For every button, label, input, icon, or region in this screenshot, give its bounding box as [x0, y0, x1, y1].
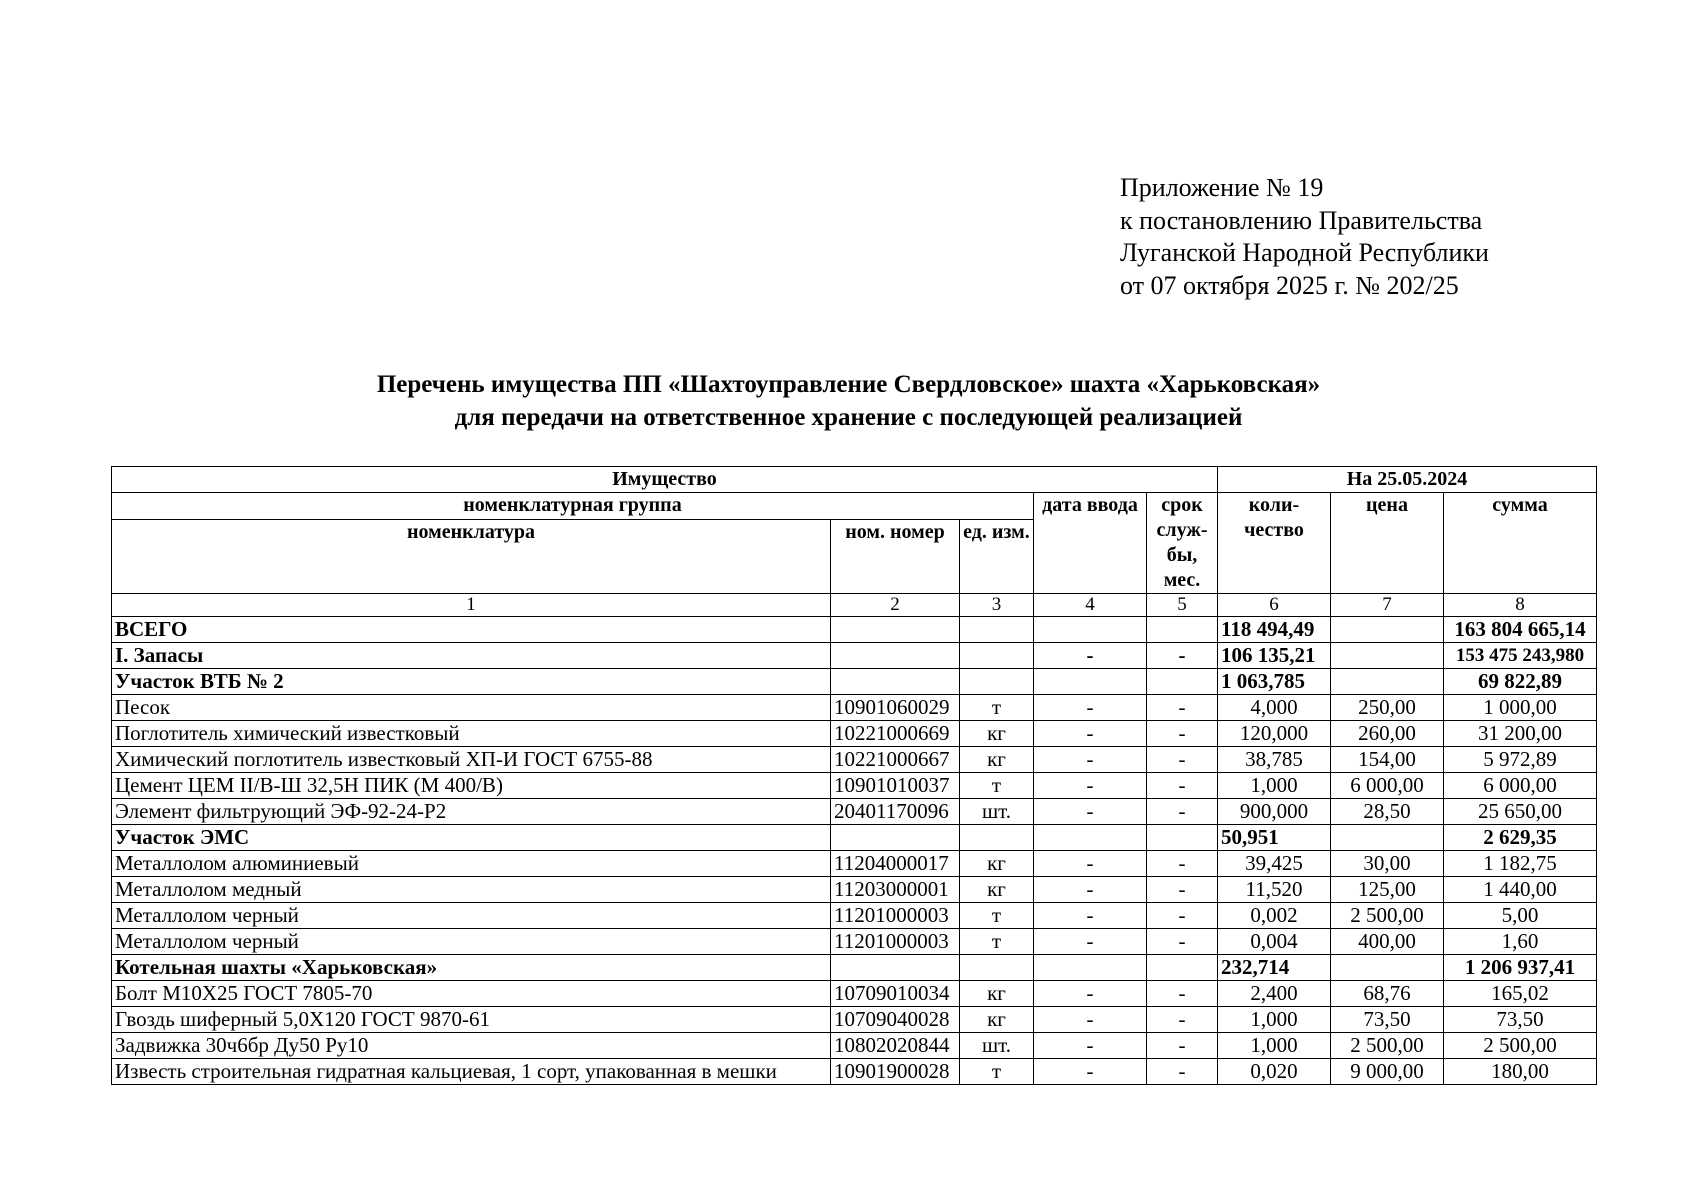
cell-service-life — [1147, 669, 1218, 695]
cell-unit: кг — [960, 1007, 1034, 1033]
cell-date-in: - — [1034, 1007, 1147, 1033]
cell-nom-number: 10901060029 — [831, 695, 960, 721]
table-row — [112, 903, 1597, 929]
header-nomenclature: номенклатура — [112, 519, 831, 593]
table-row — [112, 1007, 1597, 1033]
document-title — [0, 368, 1697, 434]
table-row — [112, 799, 1597, 825]
cell-service-life: - — [1147, 903, 1218, 929]
table-row — [112, 1033, 1597, 1059]
header-service-life: срок служ- бы, мес. — [1147, 493, 1218, 594]
cell-nom-number: 10709040028 — [831, 1007, 960, 1033]
table-section-row — [112, 955, 1597, 981]
table-section-row — [112, 643, 1597, 669]
cell-nom-number: 10221000669 — [831, 721, 960, 747]
cell-sum: 1,60 — [1444, 929, 1597, 955]
cell-quantity: 1 063,785 — [1218, 669, 1331, 695]
cell-nom-number: 10901010037 — [831, 773, 960, 799]
cell-date-in: - — [1034, 1033, 1147, 1059]
cell-quantity: 4,000 — [1218, 695, 1331, 721]
header-price: цена — [1331, 493, 1444, 594]
cell-price — [1331, 955, 1444, 981]
cell-price: 400,00 — [1331, 929, 1444, 955]
cell-name: Участок ЭМС — [112, 825, 831, 851]
col-number: 8 — [1444, 594, 1597, 617]
cell-service-life — [1147, 955, 1218, 981]
cell-nom-number: 20401170096 — [831, 799, 960, 825]
cell-date-in: - — [1034, 1059, 1147, 1085]
cell-date-in: - — [1034, 747, 1147, 773]
cell-service-life: - — [1147, 773, 1218, 799]
cell-price — [1331, 617, 1444, 643]
cell-unit — [960, 955, 1034, 981]
cell-date-in — [1034, 617, 1147, 643]
cell-sum: 1 000,00 — [1444, 695, 1597, 721]
cell-nom-number — [831, 825, 960, 851]
cell-date-in — [1034, 955, 1147, 981]
cell-unit: кг — [960, 851, 1034, 877]
cell-nom-number — [831, 643, 960, 669]
cell-price: 125,00 — [1331, 877, 1444, 903]
cell-nom-number: 10221000667 — [831, 747, 960, 773]
cell-sum: 180,00 — [1444, 1059, 1597, 1085]
cell-service-life: - — [1147, 799, 1218, 825]
cell-date-in — [1034, 669, 1147, 695]
cell-quantity: 50,951 — [1218, 825, 1331, 851]
cell-name: Металлолом алюминиевый — [112, 851, 831, 877]
cell-service-life — [1147, 617, 1218, 643]
cell-unit — [960, 669, 1034, 695]
cell-name: Песок — [112, 695, 831, 721]
cell-name: Химический поглотитель известковый ХП-И ГОСТ 6755-88 — [112, 747, 831, 773]
cell-price: 250,00 — [1331, 695, 1444, 721]
cell-name: Участок ВТБ № 2 — [112, 669, 831, 695]
cell-sum: 165,02 — [1444, 981, 1597, 1007]
cell-date-in: - — [1034, 877, 1147, 903]
table-row — [112, 877, 1597, 903]
cell-quantity: 106 135,21 — [1218, 643, 1331, 669]
table-section-row — [112, 617, 1597, 643]
table-row — [112, 721, 1597, 747]
cell-price: 28,50 — [1331, 799, 1444, 825]
cell-sum: 163 804 665,14 — [1444, 617, 1597, 643]
cell-quantity: 232,714 — [1218, 955, 1331, 981]
cell-unit: т — [960, 695, 1034, 721]
cell-nom-number: 11204000017 — [831, 851, 960, 877]
annex-block — [1120, 172, 1489, 302]
cell-sum: 1 182,75 — [1444, 851, 1597, 877]
header-nomenclature-group: номенклатурная группа — [112, 493, 1034, 520]
cell-unit — [960, 643, 1034, 669]
table-row — [112, 747, 1597, 773]
cell-service-life: - — [1147, 721, 1218, 747]
annex-line-3: Луганской Народной Республики — [1120, 238, 1489, 267]
cell-nom-number: 11203000001 — [831, 877, 960, 903]
cell-date-in: - — [1034, 695, 1147, 721]
cell-name: Элемент фильтрующий ЭФ-92-24-Р2 — [112, 799, 831, 825]
annex-line-1: Приложение № 19 — [1120, 173, 1324, 202]
title-line-1: Перечень имущества ПП «Шахтоуправление Свердловское» шахта «Харьковская» — [376, 371, 1321, 398]
cell-unit — [960, 825, 1034, 851]
cell-service-life: - — [1147, 1059, 1218, 1085]
cell-nom-number — [831, 617, 960, 643]
cell-name: Цемент ЦЕМ II/В-Ш 32,5Н ПИК (М 400/В) — [112, 773, 831, 799]
cell-name: Металлолом черный — [112, 929, 831, 955]
cell-quantity: 120,000 — [1218, 721, 1331, 747]
cell-sum: 73,50 — [1444, 1007, 1597, 1033]
table-row — [112, 981, 1597, 1007]
col-number: 4 — [1034, 594, 1147, 617]
cell-unit: кг — [960, 747, 1034, 773]
cell-name: Металлолом медный — [112, 877, 831, 903]
cell-sum: 25 650,00 — [1444, 799, 1597, 825]
cell-name: Котельная шахты «Харьковская» — [112, 955, 831, 981]
cell-service-life: - — [1147, 851, 1218, 877]
cell-nom-number: 10901900028 — [831, 1059, 960, 1085]
cell-date-in: - — [1034, 851, 1147, 877]
cell-service-life: - — [1147, 981, 1218, 1007]
cell-price: 30,00 — [1331, 851, 1444, 877]
cell-sum: 69 822,89 — [1444, 669, 1597, 695]
cell-quantity: 11,520 — [1218, 877, 1331, 903]
cell-nom-number: 10709010034 — [831, 981, 960, 1007]
header-as-of: На 25.05.2024 — [1218, 467, 1597, 493]
col-number: 1 — [112, 594, 831, 617]
header-quantity: коли- чество — [1218, 493, 1331, 594]
cell-name: ВСЕГО — [112, 617, 831, 643]
cell-date-in: - — [1034, 903, 1147, 929]
table-section-row — [112, 669, 1597, 695]
table-row — [112, 851, 1597, 877]
cell-quantity: 2,400 — [1218, 981, 1331, 1007]
cell-quantity: 118 494,49 — [1218, 617, 1331, 643]
cell-sum: 5,00 — [1444, 903, 1597, 929]
header-sum: сумма — [1444, 493, 1597, 594]
cell-name: Известь строительная гидратная кальциевая, 1 сорт, упакованная в мешки — [112, 1059, 831, 1085]
cell-unit: т — [960, 773, 1034, 799]
cell-date-in: - — [1034, 643, 1147, 669]
cell-nom-number: 11201000003 — [831, 903, 960, 929]
cell-price: 6 000,00 — [1331, 773, 1444, 799]
cell-quantity: 1,000 — [1218, 1007, 1331, 1033]
col-number: 6 — [1218, 594, 1331, 617]
cell-unit: т — [960, 1059, 1034, 1085]
col-number: 3 — [960, 594, 1034, 617]
header-date-in: дата ввода — [1034, 493, 1147, 594]
cell-date-in — [1034, 825, 1147, 851]
header-property: Имущество — [112, 467, 1218, 493]
cell-price: 9 000,00 — [1331, 1059, 1444, 1085]
cell-sum: 6 000,00 — [1444, 773, 1597, 799]
cell-name: I. Запасы — [112, 643, 831, 669]
cell-date-in: - — [1034, 929, 1147, 955]
cell-name: Гвоздь шиферный 5,0Х120 ГОСТ 9870-61 — [112, 1007, 831, 1033]
cell-quantity: 38,785 — [1218, 747, 1331, 773]
col-number: 7 — [1331, 594, 1444, 617]
cell-service-life: - — [1147, 747, 1218, 773]
cell-date-in: - — [1034, 981, 1147, 1007]
cell-name: Болт М10Х25 ГОСТ 7805-70 — [112, 981, 831, 1007]
cell-unit: кг — [960, 981, 1034, 1007]
table-section-row — [112, 825, 1597, 851]
cell-unit: шт. — [960, 799, 1034, 825]
cell-date-in: - — [1034, 773, 1147, 799]
cell-unit: кг — [960, 721, 1034, 747]
cell-nom-number: 10802020844 — [831, 1033, 960, 1059]
cell-quantity: 900,000 — [1218, 799, 1331, 825]
cell-price: 260,00 — [1331, 721, 1444, 747]
cell-price: 2 500,00 — [1331, 903, 1444, 929]
cell-unit: т — [960, 903, 1034, 929]
table-row — [112, 929, 1597, 955]
header-unit: ед. изм. — [960, 519, 1034, 593]
cell-name: Задвижка 30ч6бр Ду50 Ру10 — [112, 1033, 831, 1059]
cell-sum: 153 475 243,980 — [1444, 643, 1597, 669]
cell-service-life: - — [1147, 643, 1218, 669]
cell-quantity: 0,004 — [1218, 929, 1331, 955]
annex-line-4: от 07 октября 2025 г. № 202/25 — [1120, 270, 1459, 300]
col-number: 2 — [831, 594, 960, 617]
cell-quantity: 0,002 — [1218, 903, 1331, 929]
cell-service-life: - — [1147, 1033, 1218, 1059]
cell-sum: 1 206 937,41 — [1444, 955, 1597, 981]
cell-nom-number — [831, 955, 960, 981]
cell-quantity: 0,020 — [1218, 1059, 1331, 1085]
cell-name: Поглотитель химический известковый — [112, 721, 831, 747]
cell-quantity: 1,000 — [1218, 1033, 1331, 1059]
cell-quantity: 39,425 — [1218, 851, 1331, 877]
annex-line-2: к постановлению Правительства — [1120, 205, 1483, 235]
cell-sum: 2 500,00 — [1444, 1033, 1597, 1059]
table-row — [112, 1059, 1597, 1085]
cell-service-life — [1147, 825, 1218, 851]
cell-unit: т — [960, 929, 1034, 955]
cell-price: 68,76 — [1331, 981, 1444, 1007]
cell-service-life: - — [1147, 695, 1218, 721]
cell-sum: 31 200,00 — [1444, 721, 1597, 747]
property-table — [111, 466, 1597, 1085]
cell-price: 73,50 — [1331, 1007, 1444, 1033]
cell-service-life: - — [1147, 877, 1218, 903]
cell-nom-number: 11201000003 — [831, 929, 960, 955]
cell-price — [1331, 669, 1444, 695]
column-numbers-row — [112, 594, 1597, 617]
cell-unit: шт. — [960, 1033, 1034, 1059]
title-line-2: для передачи на ответственное хранение с последующей реализацией — [454, 404, 1243, 431]
cell-date-in: - — [1034, 721, 1147, 747]
cell-sum: 1 440,00 — [1444, 877, 1597, 903]
cell-unit: кг — [960, 877, 1034, 903]
cell-quantity: 1,000 — [1218, 773, 1331, 799]
cell-price — [1331, 825, 1444, 851]
table-row — [112, 773, 1597, 799]
cell-price — [1331, 643, 1444, 669]
cell-price: 154,00 — [1331, 747, 1444, 773]
cell-service-life: - — [1147, 1007, 1218, 1033]
cell-sum: 2 629,35 — [1444, 825, 1597, 851]
cell-date-in: - — [1034, 799, 1147, 825]
cell-price: 2 500,00 — [1331, 1033, 1444, 1059]
cell-unit — [960, 617, 1034, 643]
cell-sum: 5 972,89 — [1444, 747, 1597, 773]
cell-name: Металлолом черный — [112, 903, 831, 929]
cell-nom-number — [831, 669, 960, 695]
table-row — [112, 695, 1597, 721]
cell-service-life: - — [1147, 929, 1218, 955]
col-number: 5 — [1147, 594, 1218, 617]
header-nom-number: ном. номер — [831, 519, 960, 593]
